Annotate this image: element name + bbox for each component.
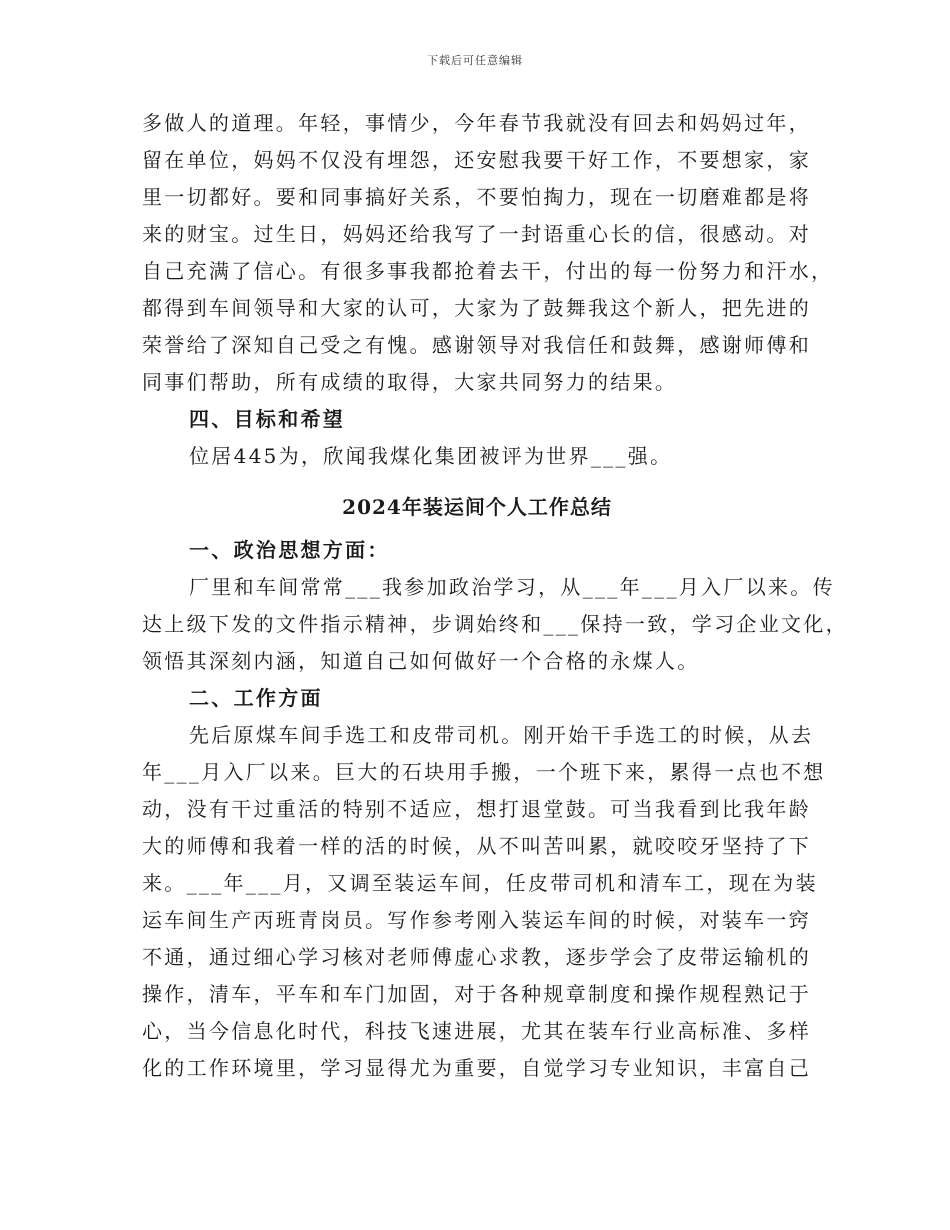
text-line: 里一切都好。要和同事搞好关系，不要怕掏力，现在一切磨难都是将 [142,185,811,209]
page-header-note: 下载后可任意编辑 [427,54,523,67]
text-line: 大的师傅和我着一样的活的时候，从不叫苦叫累，就咬咬牙坚持了下 [142,834,811,858]
text-line: 荣誉给了深知自己受之有愧。感谢领导对我信任和鼓舞，感谢师傅和 [142,333,811,357]
text-line: 操作，清车，平车和车门加固，对于各种规章制度和操作规程熟记于 [142,982,811,1006]
text-line: 先后原煤车间手选工和皮带司机。刚开始干手选工的时候，从去 [189,723,814,747]
text-line: 同事们帮助，所有成绩的取得，大家共同努力的结果。 [142,370,678,394]
section-heading-politics: 一、政治思想方面： [189,538,390,562]
text-line: 厂里和车间常常___我参加政治学习，从___年___月入厂以来。传 [189,575,835,599]
text-line: 来的财宝。过生日，妈妈还给我写了一封语重心长的信，很感动。对 [142,222,811,246]
text-line: 运车间生产丙班青岗员。写作参考刚入装运车间的时候，对装车一窍 [142,908,811,932]
text-line: 达上级下发的文件指示精神，步调始终和___保持一致，学习企业文化， [142,612,848,636]
document-title: 2024年装运间个人工作总结 [342,495,612,519]
document-body [142,105,848,1087]
section-heading-goal: 四、目标和希望 [189,407,346,431]
text-line: 心，当今信息化时代，科技飞速进展，尤其在装车行业高标准、多样 [142,1019,811,1043]
text-line: 多做人的道理。年轻，事情少，今年春节我就没有回去和妈妈过年， [142,111,811,135]
text-line: 不通，通过细心学习核对老师傅虚心求教，逐步学会了皮带运输机的 [142,945,811,969]
text-line: 年___月入厂以来。巨大的石块用手搬，一个班下来，累得一点也不想 [142,760,826,784]
text-line: 留在单位，妈妈不仅没有埋怨，还安慰我要干好工作，不要想家，家 [142,148,811,172]
text-line: 自己充满了信心。有很多事我都抢着去干，付出的每一份努力和汗水， [142,259,834,283]
text-line: 来。___年___月，又调至装运车间，任皮带司机和清车工，现在为装 [142,871,818,895]
text-line: 化的工作环境里，学习显得尤为重要，自觉学习专业知识，丰富自己 [142,1056,811,1080]
text-line: 位居445为，欣闻我煤化集团被评为世界___强。 [189,444,673,468]
section-heading-work: 二、工作方面 [189,686,323,710]
text-line: 领悟其深刻内涵，知道自己如何做好一个合格的永煤人。 [142,649,700,673]
text-line: 都得到车间领导和大家的认可，大家为了鼓舞我这个新人，把先进的 [142,296,811,320]
text-line: 动，没有干过重活的特别不适应，想打退堂鼓。可当我看到比我年龄 [142,797,811,821]
